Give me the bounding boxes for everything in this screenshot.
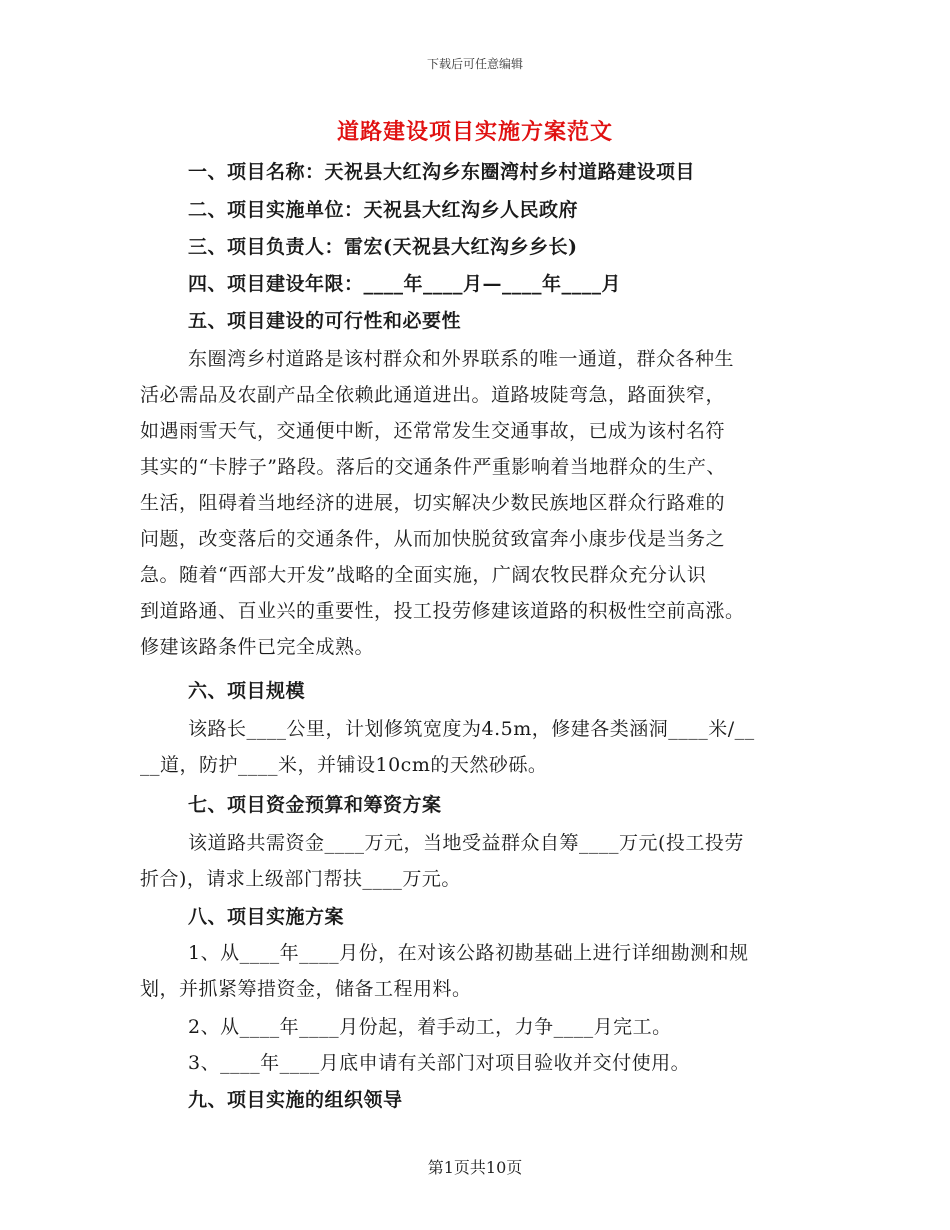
paragraph-line: 生活，阻碍着当地经济的进展，切实解决少数民族地区群众行路难的 [140, 492, 726, 514]
paragraph-line: 划，并抓紧筹措资金，储备工程用料。 [140, 978, 472, 1000]
page-footer: 第1页共10页 [427, 1158, 523, 1177]
paragraph-line: 东圈湾乡村道路是该村群众和外界联系的唯一通道，群众各种生 [188, 348, 735, 370]
section-heading-2: 二、项目实施单位：天祝县大红沟乡人民政府 [188, 199, 579, 221]
paragraph-line: 其实的“卡脖子”路段。落后的交通条件严重影响着当地群众的生产、 [140, 456, 726, 478]
section-heading-4: 四、项目建设年限：____年____月—____年____月 [188, 273, 622, 295]
paragraph-line: 如遇雨雪天气，交通便中断，还常常发生交通事故，已成为该村名符 [140, 420, 726, 442]
paragraph-line: 到道路通、百业兴的重要性，投工投劳修建该道路的积极性空前高涨。 [140, 600, 745, 622]
section-heading-9: 九、项目实施的组织领导 [188, 1089, 403, 1111]
paragraph-line: 急。随着“西部大开发”战略的全面实施，广阔农牧民群众充分认识 [140, 564, 707, 586]
paragraph-line: 2、从____年____月份起，着手动工，力争____月完工。 [188, 1016, 672, 1038]
document-title: 道路建设项目实施方案范文 [336, 119, 613, 145]
paragraph-line: 该路长____公里，计划修筑宽度为4.5m，修建各类涵洞____米/__ [188, 718, 755, 740]
paragraph-line: 1、从____年____月份，在对该公路初勘基础上进行详细勘测和规 [188, 942, 749, 964]
paragraph-line: 3、____年____月底申请有关部门对项目验收并交付使用。 [188, 1052, 691, 1074]
paragraph-line: __道，防护____米，并铺设10cm的天然砂砾。 [140, 754, 548, 776]
section-heading-3: 三、项目负责人：雷宏(天祝县大红沟乡乡长) [188, 236, 578, 258]
section-heading-8: 八、项目实施方案 [188, 906, 345, 928]
paragraph-line: 活必需品及农副产品全依赖此通道进出。道路坡陡弯急，路面狭窄， [140, 384, 726, 406]
paragraph-line: 修建该路条件已完全成熟。 [140, 636, 375, 658]
section-heading-6: 六、项目规模 [188, 680, 306, 702]
paragraph-line: 问题，改变落后的交通条件，从而加快脱贫致富奔小康步伐是当务之 [140, 528, 726, 550]
paragraph-line: 该道路共需资金____万元，当地受益群众自筹____万元(投工投劳 [188, 832, 744, 854]
paragraph-line: 折合)，请求上级部门帮扶____万元。 [140, 868, 461, 890]
page-header: 下载后可任意编辑 [426, 57, 523, 71]
section-heading-5: 五、项目建设的可行性和必要性 [188, 310, 462, 332]
section-heading-1: 一、项目名称：天祝县大红沟乡东圈湾村乡村道路建设项目 [188, 161, 696, 183]
section-heading-7: 七、项目资金预算和筹资方案 [188, 794, 442, 816]
